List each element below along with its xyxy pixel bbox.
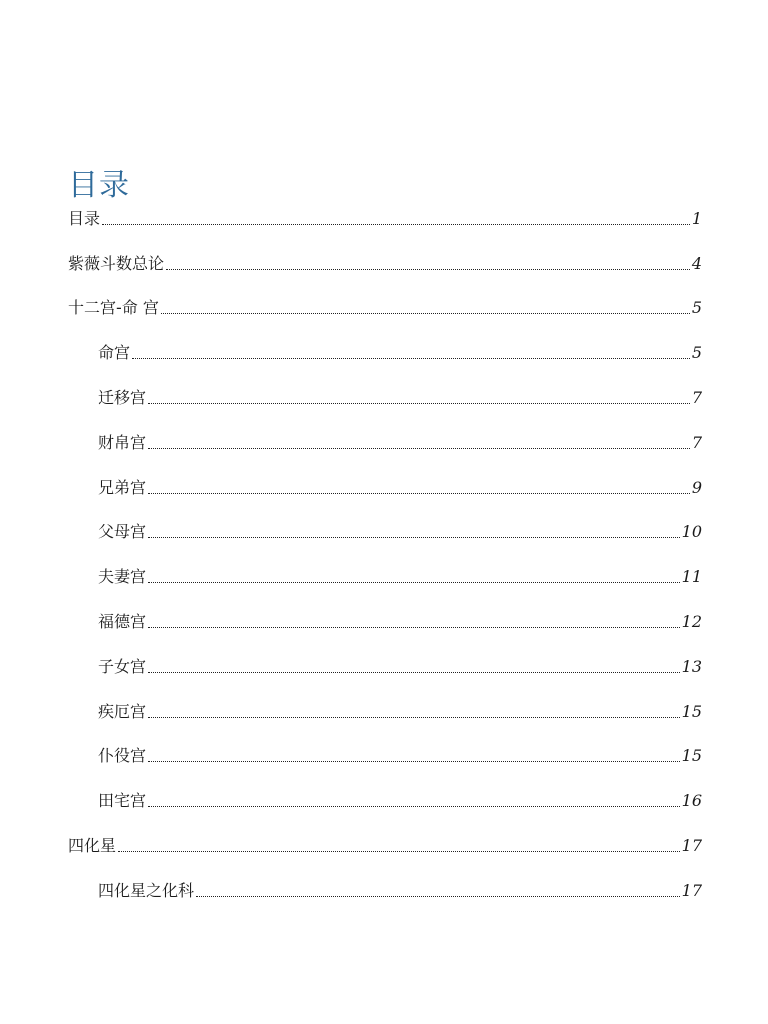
- dot-leader: [148, 582, 680, 583]
- toc-entry[interactable]: [68, 687, 702, 732]
- toc-entry-title[interactable]: 田宅宫: [98, 791, 147, 811]
- toc-entry-title[interactable]: 父母宫: [98, 522, 147, 542]
- toc-entry-page-number[interactable]: 11: [681, 567, 702, 587]
- dot-leader: [118, 851, 680, 852]
- dot-leader: [148, 806, 680, 807]
- toc-entry-page-number[interactable]: 5: [691, 298, 702, 318]
- toc-entry-title[interactable]: 福德宫: [98, 611, 147, 631]
- toc-entry[interactable]: [68, 418, 702, 463]
- toc-entry-title[interactable]: 迁移宫: [98, 387, 147, 407]
- toc-entry-page-number[interactable]: 4: [691, 253, 702, 273]
- dot-leader: [148, 717, 680, 718]
- toc-entry-page-number[interactable]: 16: [681, 791, 702, 811]
- toc-entry-page-number[interactable]: 7: [691, 387, 702, 407]
- toc-entry-page-number[interactable]: 13: [681, 656, 702, 676]
- dot-leader: [148, 672, 680, 673]
- toc-entry-title[interactable]: 疾厄宫: [98, 701, 147, 721]
- dot-leader: [102, 224, 690, 225]
- toc-entry-title[interactable]: 夫妻宫: [98, 567, 147, 587]
- dot-leader: [148, 537, 680, 538]
- toc-entry-title[interactable]: 紫薇斗数总论: [68, 253, 165, 273]
- toc-heading: 目录: [68, 168, 130, 204]
- toc-entry-page-number[interactable]: 12: [681, 611, 702, 631]
- dot-leader: [148, 761, 680, 762]
- toc-entry-page-number[interactable]: 15: [681, 701, 702, 721]
- toc-entry-page-number[interactable]: 17: [681, 880, 702, 900]
- toc-entry-page-number[interactable]: 7: [691, 432, 702, 452]
- toc-entry[interactable]: [68, 463, 702, 508]
- toc-entry-title[interactable]: 四化星之化科: [98, 880, 195, 900]
- toc-entry-title[interactable]: 兄弟宫: [98, 477, 147, 497]
- toc-list: [68, 194, 702, 911]
- toc-entry[interactable]: [68, 866, 702, 911]
- dot-leader: [166, 269, 690, 270]
- toc-entry-page-number[interactable]: 9: [691, 477, 702, 497]
- toc-entry[interactable]: [68, 597, 702, 642]
- toc-entry[interactable]: [68, 239, 702, 284]
- toc-entry[interactable]: [68, 284, 702, 329]
- toc-entry-title[interactable]: 十二宫-命 宫: [68, 298, 159, 318]
- dot-leader: [148, 448, 690, 449]
- toc-entry-page-number[interactable]: 15: [681, 746, 702, 766]
- toc-entry[interactable]: [68, 508, 702, 553]
- toc-entry-page-number[interactable]: 10: [681, 522, 702, 542]
- dot-leader: [161, 313, 690, 314]
- toc-entry-title[interactable]: 四化星: [68, 835, 117, 855]
- toc-entry-title[interactable]: 子女宫: [98, 656, 147, 676]
- toc-entry-page-number[interactable]: 17: [681, 835, 702, 855]
- toc-entry-page-number[interactable]: 5: [691, 343, 702, 363]
- dot-leader: [196, 896, 680, 897]
- toc-entry[interactable]: [68, 732, 702, 777]
- dot-leader: [148, 493, 690, 494]
- toc-entry[interactable]: [68, 373, 702, 418]
- toc-entry-title[interactable]: 财帛宫: [98, 432, 147, 452]
- toc-entry-title[interactable]: 命宫: [98, 343, 131, 363]
- toc-entry-title[interactable]: 目录: [68, 208, 101, 228]
- dot-leader: [148, 627, 680, 628]
- dot-leader: [148, 403, 690, 404]
- toc-entry[interactable]: [68, 642, 702, 687]
- dot-leader: [132, 358, 690, 359]
- toc-entry[interactable]: [68, 194, 702, 239]
- toc-entry[interactable]: [68, 328, 702, 373]
- toc-entry-title[interactable]: 仆役宫: [98, 746, 147, 766]
- toc-entry[interactable]: [68, 821, 702, 866]
- toc-entry[interactable]: [68, 552, 702, 597]
- toc-entry-page-number[interactable]: 1: [691, 208, 702, 228]
- toc-entry[interactable]: [68, 776, 702, 821]
